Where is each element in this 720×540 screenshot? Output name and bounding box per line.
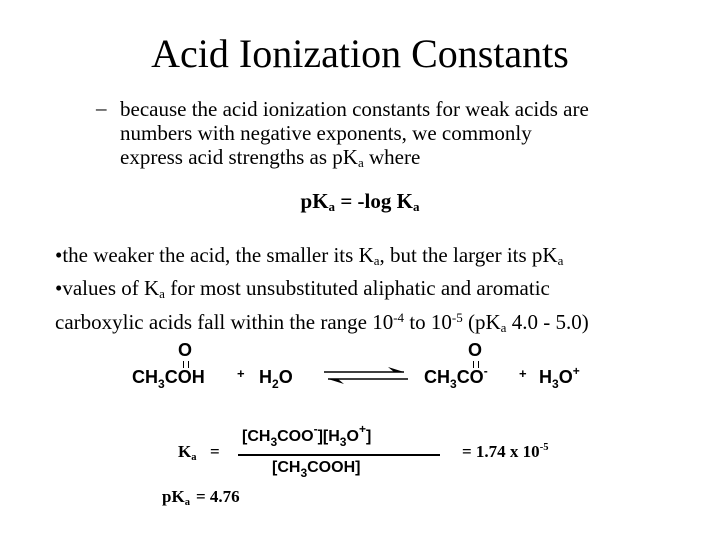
den-ch: [CH (272, 459, 301, 476)
den-sub3: 3 (300, 466, 308, 480)
ka-numerator (242, 422, 372, 449)
ka-sub: a (191, 452, 197, 463)
num-o: O (346, 428, 359, 445)
bullet2-text-c: carboxylic acids fall within the range 10 (55, 310, 394, 334)
water-o: O (278, 367, 293, 387)
bullet2-sub1: a (159, 286, 165, 301)
formula-lhs: pK (300, 189, 329, 213)
acetic-acid-carbonyl-o: O (178, 340, 193, 360)
hydronium-ion (539, 364, 580, 391)
fraction-bar (238, 454, 440, 456)
pka-value: = 4.76 (195, 487, 240, 506)
formula-lhs-sub: a (328, 199, 336, 214)
ka-label (178, 442, 197, 463)
pka-result (162, 487, 240, 508)
bullet2-sup1: -4 (393, 310, 405, 325)
bullet-weaker-acid (55, 243, 563, 273)
ka-value (462, 442, 548, 462)
den-cooh: COOH] (307, 459, 361, 476)
acid-sub3: 3 (158, 377, 165, 391)
num-plus: + (358, 422, 366, 436)
intro-line-1: because the acid ionization constants for weak acids are (120, 97, 589, 121)
equilibrium-arrows-icon (320, 366, 412, 386)
bullet2-line1 (55, 276, 695, 306)
ka-value-exp: -5 (539, 442, 549, 453)
bullet2-text-d: to 10 (404, 310, 452, 334)
num-bracket-h: ][H (317, 428, 340, 445)
intro-paragraph (120, 97, 680, 175)
acetate-sub3: 3 (450, 377, 457, 391)
water (259, 367, 293, 391)
formula-eq: = -log K (335, 189, 413, 213)
acetate-co: CO (456, 367, 484, 387)
acetate-ion (424, 364, 488, 391)
num-ch: [CH (242, 428, 271, 445)
intro-line-3-end: where (363, 145, 421, 169)
bullet2-text-a: •values of K (55, 276, 160, 300)
acid-oh: OH (177, 367, 205, 387)
hydronium-h: H (539, 367, 552, 387)
num-sub3: 3 (270, 435, 278, 449)
ka-k: K (178, 442, 192, 461)
pka-pk: pK (162, 487, 185, 506)
bullet1-sub1: a (373, 253, 380, 268)
intro-line-3-text: express acid strengths as pK (120, 145, 358, 169)
hydronium-charge: + (572, 364, 580, 378)
acetate-charge: - (483, 364, 488, 378)
num-close: ] (365, 428, 372, 445)
slide-title: Acid Ionization Constants (151, 31, 569, 76)
bullet2-line2 (55, 306, 695, 340)
num-minus: - (313, 422, 318, 436)
plus-sign-1: + (237, 366, 245, 381)
acid-ch: CH (132, 367, 158, 387)
ka-denominator (272, 459, 361, 480)
plus-sign-2: + (519, 366, 527, 381)
dash-bullet: – (96, 96, 107, 120)
acetate-ch: CH (424, 367, 450, 387)
bullet2-text-b: for most unsubstituted aliphatic and aromatic (164, 276, 550, 300)
bullet-ka-values (55, 276, 695, 340)
num-sub3b: 3 (339, 435, 347, 449)
pka-definition (0, 189, 720, 215)
water-h: H (259, 367, 272, 387)
formula-rhs-sub: a (412, 199, 420, 214)
num-coo: COO (277, 428, 314, 445)
pka-sub: a (184, 497, 190, 508)
bullet1-text-a: •the weaker the acid, the smaller its K (55, 243, 374, 267)
intro-line-3 (120, 145, 680, 175)
bullet1-sub2: a (557, 253, 564, 268)
acetic-acid (132, 367, 205, 391)
ka-value-text: = 1.74 x 10 (462, 442, 540, 461)
acetate-carbonyl-o: O (468, 340, 483, 360)
acid-c: C (164, 367, 178, 387)
water-sub2: 2 (272, 377, 279, 391)
bullet2-sup2: -5 (451, 310, 463, 325)
bullet2-sub2: a (500, 320, 507, 335)
intro-line-3-sub: a (357, 155, 364, 170)
hydronium-o: O (558, 367, 573, 387)
bullet2-text-e: (pK (462, 310, 501, 334)
ka-equals: = (210, 442, 220, 461)
bullet2-text-f: 4.0 - 5.0) (506, 310, 589, 334)
intro-line-2: numbers with negative exponents, we commonly (120, 121, 532, 145)
hydronium-sub3: 3 (552, 377, 559, 391)
bullet1-text-b: , but the larger its pK (379, 243, 558, 267)
